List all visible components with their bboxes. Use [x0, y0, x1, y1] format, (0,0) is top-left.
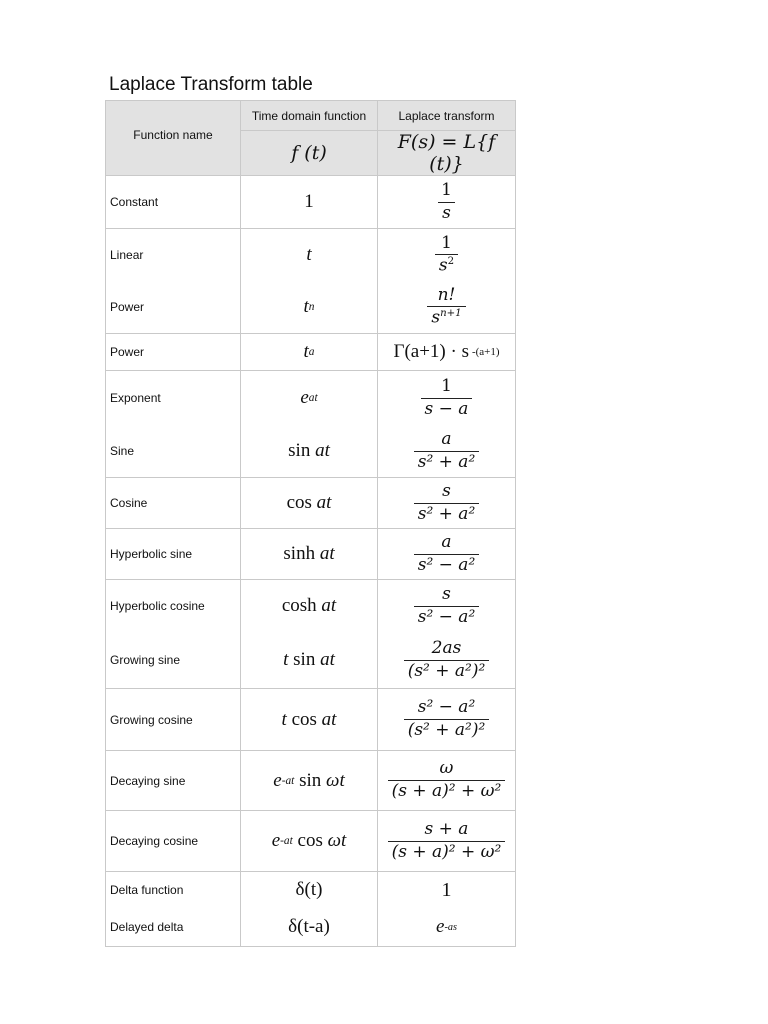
- fraction: [414, 585, 480, 627]
- fn-text: at: [321, 595, 337, 616]
- fn-pre: sinh: [283, 543, 316, 564]
- header-laplace: Laplace transform: [378, 101, 516, 131]
- fn-lead-sup: -at: [281, 774, 295, 787]
- denominator: [438, 202, 455, 224]
- cell-name: [106, 811, 241, 872]
- row-name: Delayed delta: [110, 920, 184, 934]
- header-function-name: Function name: [106, 101, 241, 176]
- header-time-domain: Time domain function: [241, 101, 378, 131]
- fraction: [388, 759, 506, 801]
- fraction: [421, 377, 473, 419]
- row-name: Decaying sine: [110, 773, 186, 788]
- fraction: [414, 482, 480, 524]
- numerator: 1: [441, 232, 452, 253]
- cell-fn: [241, 580, 378, 689]
- cell-fn: [241, 689, 378, 751]
- fn-text: δ(t): [295, 879, 323, 900]
- numerator: n!: [437, 284, 456, 305]
- fn-pre: sin: [299, 769, 322, 791]
- fn-sup: at: [308, 392, 318, 404]
- cell-name: [106, 478, 241, 529]
- fn-lead: e: [273, 769, 282, 791]
- row-name: Cosine: [110, 496, 148, 510]
- lt-sup: -as: [444, 921, 457, 933]
- denominator: s − a: [421, 398, 473, 420]
- denominator: s² + a²: [414, 451, 480, 473]
- cell-lt: [378, 529, 516, 580]
- fn-text: t: [306, 244, 312, 265]
- fn-lead-sup: -at: [280, 835, 293, 847]
- fn-text: 1: [304, 191, 314, 212]
- denominator: [435, 254, 458, 276]
- header-time-math: [241, 131, 378, 176]
- row-name: Sine: [110, 444, 135, 458]
- row-name: Hyperbolic cosine: [110, 599, 205, 613]
- cell-name: [106, 872, 241, 947]
- row-name: Linear: [110, 248, 144, 262]
- cell-fn: [241, 872, 378, 947]
- numerator: s² − a²: [417, 697, 476, 718]
- laplace-table: [105, 100, 516, 947]
- cell-name: [106, 176, 241, 229]
- cell-lt: [378, 176, 516, 229]
- cell-lt: [378, 334, 516, 371]
- denominator: (s² + a²)²: [404, 719, 490, 741]
- fraction: [414, 430, 480, 472]
- cell-fn: [241, 751, 378, 811]
- den-text: s: [442, 202, 451, 223]
- cell-name: [106, 529, 241, 580]
- lt-text: e: [436, 916, 445, 937]
- numerator: 1: [441, 179, 452, 200]
- numerator: 1: [441, 375, 452, 396]
- page-title: Laplace Transform table: [109, 74, 313, 95]
- fn-lead: t: [281, 708, 287, 730]
- fn-text: t: [303, 296, 309, 317]
- cell-name: [106, 751, 241, 811]
- fn-pre: cos: [297, 830, 323, 851]
- den-sup: 2: [447, 256, 455, 268]
- denominator: s² − a²: [414, 606, 480, 628]
- denominator: [427, 306, 465, 328]
- fn-text: at: [315, 440, 330, 461]
- fraction: [437, 181, 456, 223]
- fn-sup: n: [308, 301, 315, 313]
- row-name: Power: [110, 345, 145, 359]
- cell-lt: [378, 872, 516, 947]
- cell-fn: [241, 334, 378, 371]
- denominator: s² + a²: [414, 503, 480, 525]
- cell-lt: [378, 229, 516, 334]
- cell-fn: [241, 371, 378, 478]
- fn-pre: sin: [288, 440, 311, 461]
- cell-fn: [241, 478, 378, 529]
- den-text: s: [438, 255, 448, 276]
- fn-text: at: [321, 708, 337, 730]
- row-name: Growing cosine: [110, 712, 193, 727]
- numerator: a: [441, 428, 452, 449]
- numerator: s: [442, 583, 451, 604]
- fn-text: δ(t-a): [288, 916, 330, 937]
- denominator: (s + a)² + ω²: [388, 780, 506, 802]
- fraction: [404, 698, 490, 740]
- cell-fn: [241, 529, 378, 580]
- cell-name: [106, 371, 241, 478]
- fraction: [414, 533, 480, 575]
- header-laplace-math: [378, 131, 516, 176]
- lt-text: Γ(a+1) · s: [393, 341, 469, 362]
- fn-lead: e: [271, 830, 281, 851]
- cell-fn: [241, 229, 378, 334]
- fraction: [388, 820, 506, 862]
- numerator: a: [441, 531, 452, 552]
- den-text: s: [431, 307, 441, 328]
- row-name: Exponent: [110, 391, 161, 405]
- row-name: Power: [110, 300, 145, 314]
- cell-name: [106, 689, 241, 751]
- fn-text: at: [320, 649, 335, 670]
- cell-name: [106, 334, 241, 371]
- cell-name: [106, 580, 241, 689]
- fn-pre: sin: [293, 649, 316, 670]
- numerator: s + a: [424, 818, 469, 839]
- row-name: Hyperbolic sine: [110, 547, 193, 561]
- fn-pre: cos: [291, 708, 317, 730]
- cell-fn: [241, 811, 378, 872]
- laplace-math-text: F(s) = L{f (t)}: [397, 131, 496, 175]
- fraction: [427, 286, 465, 329]
- lt-text: 1: [441, 878, 452, 901]
- numerator: ω: [439, 758, 454, 779]
- fn-text: ωt: [327, 830, 347, 851]
- fraction: [435, 234, 458, 277]
- cell-lt: [378, 478, 516, 529]
- numerator: s: [442, 480, 451, 501]
- fn-text: t: [303, 341, 309, 362]
- fn-pre: cosh: [281, 595, 317, 616]
- row-name: Decaying cosine: [110, 834, 199, 848]
- fn-text: at: [319, 543, 335, 564]
- denominator: (s² + a²)²: [404, 660, 490, 682]
- cell-lt: [378, 371, 516, 478]
- numerator: 2as: [431, 637, 462, 658]
- row-name: Delta function: [110, 883, 184, 897]
- cell-name: [106, 229, 241, 334]
- fraction: [404, 639, 490, 681]
- lt-sup: -(a+1): [471, 346, 500, 358]
- fn-text: e: [300, 387, 309, 408]
- fn-pre: cos: [286, 492, 312, 513]
- cell-lt: [378, 580, 516, 689]
- row-name: Constant: [110, 195, 159, 209]
- fn-text: at: [316, 492, 332, 513]
- time-math-text: f (t): [291, 142, 327, 164]
- denominator: s² − a²: [414, 554, 480, 576]
- row-name: Growing sine: [110, 653, 181, 667]
- cell-lt: [378, 689, 516, 751]
- fn-text: ωt: [326, 769, 345, 791]
- denominator: (s + a)² + ω²: [388, 841, 506, 863]
- cell-lt: [378, 751, 516, 811]
- fn-sup: a: [308, 346, 315, 358]
- cell-fn: [241, 176, 378, 229]
- fn-lead: t: [283, 649, 289, 670]
- cell-lt: [378, 811, 516, 872]
- den-sup: n+1: [440, 308, 462, 320]
